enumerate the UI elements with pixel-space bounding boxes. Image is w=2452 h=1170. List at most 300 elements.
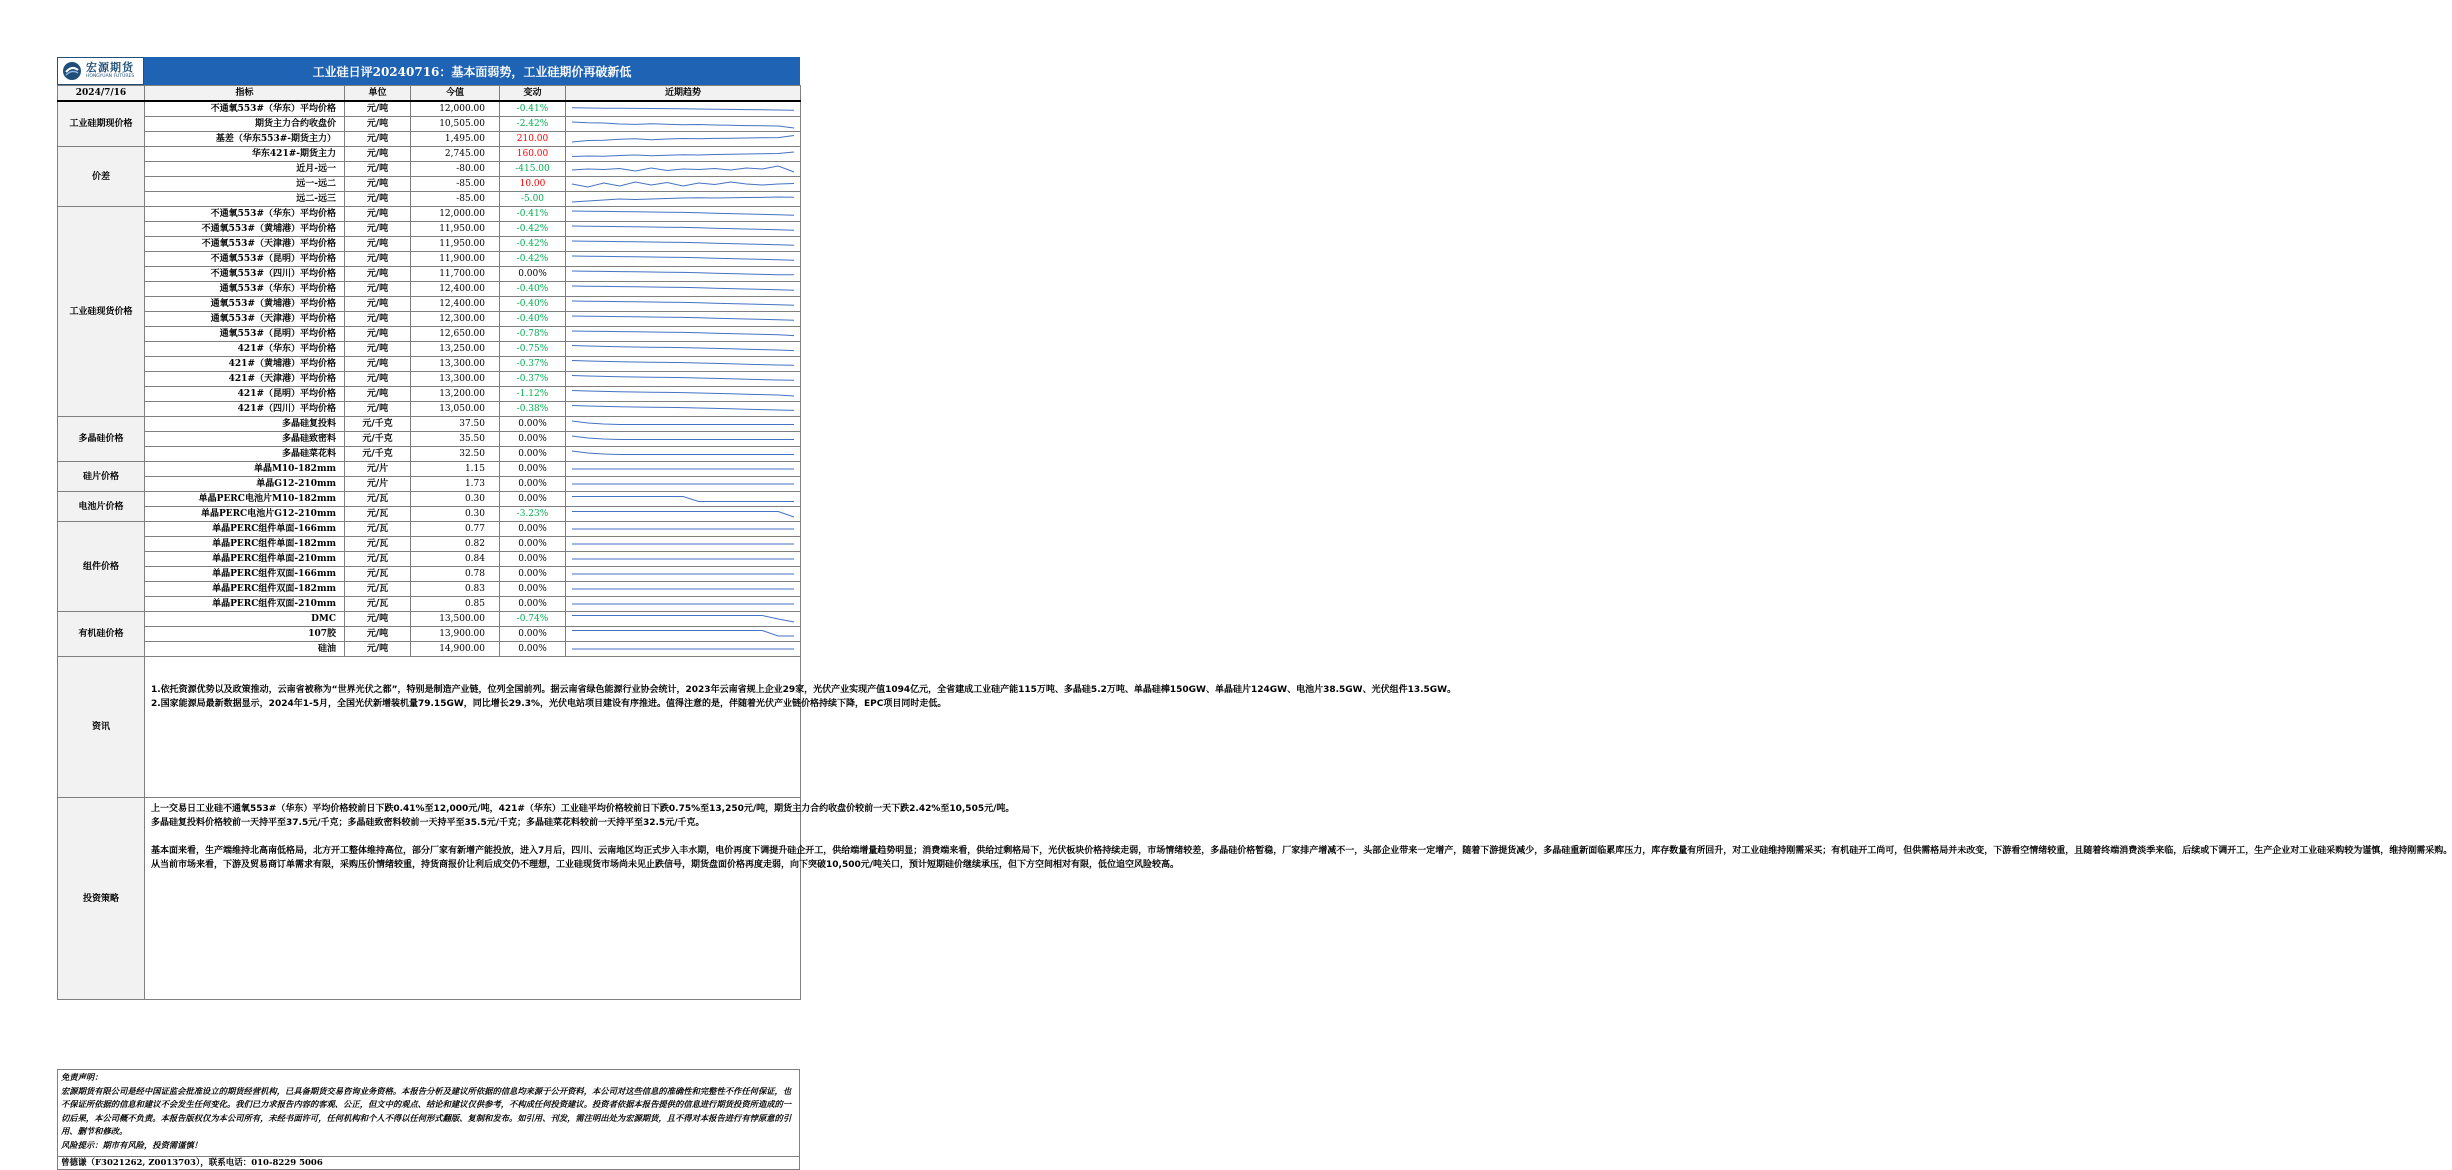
unit-cell: 元/吨 [345, 327, 411, 342]
table-row [58, 297, 801, 312]
indicator-name: 单晶PERC电池片M10-182mm [145, 492, 345, 507]
trend-cell [566, 252, 801, 267]
table-row [58, 327, 801, 342]
change-cell: -0.41% [500, 101, 566, 117]
change-cell: 0.00% [500, 522, 566, 537]
trend-line [572, 166, 794, 172]
logo-text-cn: 宏源期货 [86, 61, 134, 75]
indicator-name: 单晶PERC组件双面-166mm [145, 567, 345, 582]
value-cell: 11,950.00 [411, 237, 500, 252]
strategy-paragraph: 上一交易日工业硅不通氧553#（华东）平均价格较前日下跌0.41%至12,000元/吨，421#（华东）工业硅平均价格较前日下跌0.75%至13,250元/吨，期货主力合约收盘价较前一天下跌2.42%至10,505元/吨。 [151, 804, 1015, 814]
unit-cell: 元/吨 [345, 612, 411, 627]
change-cell: 0.00% [500, 492, 566, 507]
trend-sparkline [566, 477, 800, 491]
value-cell: 37.50 [411, 417, 500, 432]
table-row [58, 192, 801, 207]
indicator-name: 单晶PERC组件单面-210mm [145, 552, 345, 567]
trend-sparkline [566, 117, 800, 131]
trend-cell [566, 492, 801, 507]
unit-cell: 元/千克 [345, 447, 411, 462]
table-row [58, 117, 801, 132]
trend-sparkline [566, 147, 800, 161]
section-label: 有机硅价格 [58, 612, 145, 657]
value-cell: -85.00 [411, 177, 500, 192]
trend-sparkline [566, 492, 800, 506]
change-cell: 160.00 [500, 147, 566, 162]
unit-cell: 元/瓦 [345, 552, 411, 567]
indicator-name: 单晶PERC组件双面-210mm [145, 597, 345, 612]
strategy-paragraph: 从当前市场来看，下游及贸易商订单需求有限，采购压价情绪较重，持货商报价让利后成交仍不理想，工业硅现货市场尚未见止跌信号，期货盘面价格再度走弱，向下突破10,500元/吨关口，预计短期硅价继续承压，但下方空间相对有限，低位追空风险较高。 [151, 860, 1180, 870]
trend-line [572, 301, 794, 305]
indicator-name: 不通氧553#（黄埔港）平均价格 [145, 222, 345, 237]
indicator-name: 硅油 [145, 642, 345, 657]
change-cell: 0.00% [500, 642, 566, 657]
indicator-name: 期货主力合约收盘价 [145, 117, 345, 132]
unit-cell: 元/吨 [345, 192, 411, 207]
unit-cell: 元/片 [345, 477, 411, 492]
indicator-name: 多晶硅致密料 [145, 432, 345, 447]
value-cell: 1,495.00 [411, 132, 500, 147]
trend-sparkline [566, 567, 800, 581]
table-row [58, 567, 801, 582]
unit-cell: 元/吨 [345, 342, 411, 357]
trend-line [572, 241, 794, 245]
change-cell: -0.38% [500, 402, 566, 417]
value-cell: 13,900.00 [411, 627, 500, 642]
table-row [58, 387, 801, 402]
trend-line [572, 152, 794, 157]
change-cell: -3.23% [500, 507, 566, 522]
change-cell: 0.00% [500, 552, 566, 567]
trend-sparkline [566, 432, 800, 446]
change-cell: -0.42% [500, 237, 566, 252]
trend-cell [566, 357, 801, 372]
value-cell: 13,300.00 [411, 372, 500, 387]
trend-sparkline [566, 192, 800, 206]
value-cell: 13,050.00 [411, 402, 500, 417]
trend-line [572, 391, 794, 397]
table-row [58, 267, 801, 282]
change-cell: -0.74% [500, 612, 566, 627]
value-cell: 13,250.00 [411, 342, 500, 357]
table-row [58, 432, 801, 447]
value-cell: 0.84 [411, 552, 500, 567]
trend-sparkline [566, 507, 800, 521]
trend-line [572, 108, 794, 110]
value-cell: 12,300.00 [411, 312, 500, 327]
section-label: 电池片价格 [58, 492, 145, 522]
table-row [58, 252, 801, 267]
trend-cell [566, 552, 801, 567]
trend-cell [566, 372, 801, 387]
indicator-name: 通氧553#（华东）平均价格 [145, 282, 345, 297]
change-cell: -0.37% [500, 372, 566, 387]
indicator-name: 单晶PERC组件单面-182mm [145, 537, 345, 552]
table-row [58, 237, 801, 252]
value-cell: 12,650.00 [411, 327, 500, 342]
unit-cell: 元/吨 [345, 387, 411, 402]
header-unit: 单位 [345, 86, 411, 102]
trend-cell [566, 327, 801, 342]
table-row [58, 132, 801, 147]
unit-cell: 元/吨 [345, 147, 411, 162]
disclaimer [57, 1069, 800, 1157]
unit-cell: 元/吨 [345, 177, 411, 192]
indicator-name: 不通氧553#（四川）平均价格 [145, 267, 345, 282]
unit-cell: 元/吨 [345, 627, 411, 642]
trend-sparkline [566, 207, 800, 221]
trend-sparkline [566, 462, 800, 476]
trend-line [572, 256, 794, 260]
change-cell: 0.00% [500, 567, 566, 582]
indicator-name: DMC [145, 612, 345, 627]
unit-cell: 元/吨 [345, 252, 411, 267]
unit-cell: 元/吨 [345, 132, 411, 147]
trend-sparkline [566, 297, 800, 311]
trend-cell [566, 282, 801, 297]
table-row [58, 627, 801, 642]
value-cell: 0.78 [411, 567, 500, 582]
table-row [58, 462, 801, 477]
company-logo [57, 57, 144, 85]
strategy-paragraph: 基本面来看，生产端维持北高南低格局，北方开工整体维持高位，部分厂家有新增产能投放，进入7月后，四川、云南地区均正式步入丰水期，电价再度下调提升硅企开工，供给端增量趋势明显；消费端来看，供给过剩格局下，光伏板块价格持续走弱，市场情绪较差，多晶硅价格暂稳，厂家排产增减不一，头部企业带来一定增产，随着下游提货减少，多晶硅重新面临累库压力，库存数量有所回升，对工业硅维持刚需采买；有机硅开工尚可，但供需格局并未改变，下游看空情绪较重，且随着终端消费淡季来临，后续或下调开工，生产企业对工业硅采购较为谨慎，维持刚需采购。 [151, 846, 2452, 856]
change-cell: 0.00% [500, 477, 566, 492]
value-cell: 12,400.00 [411, 297, 500, 312]
indicator-name: 不通氧553#（华东）平均价格 [145, 101, 345, 117]
unit-cell: 元/瓦 [345, 597, 411, 612]
trend-sparkline [566, 132, 800, 146]
hongyuan-logo-icon [62, 61, 82, 81]
trend-cell [566, 522, 801, 537]
trend-sparkline [566, 387, 800, 401]
value-cell: 0.83 [411, 582, 500, 597]
indicator-name: 通氧553#（黄埔港）平均价格 [145, 297, 345, 312]
unit-cell: 元/吨 [345, 372, 411, 387]
value-cell: 13,200.00 [411, 387, 500, 402]
trend-cell [566, 101, 801, 117]
trend-cell [566, 177, 801, 192]
unit-cell: 元/吨 [345, 207, 411, 222]
unit-cell: 元/瓦 [345, 582, 411, 597]
change-cell: -0.78% [500, 327, 566, 342]
trend-line [572, 316, 794, 320]
disclaimer-title: 免责声明： [61, 1072, 103, 1082]
trend-sparkline [566, 582, 800, 596]
trend-line [572, 421, 794, 425]
value-cell: 14,900.00 [411, 642, 500, 657]
trend-line [572, 346, 794, 351]
change-cell: 10.00 [500, 177, 566, 192]
section-label: 多晶硅价格 [58, 417, 145, 462]
table-row [58, 417, 801, 432]
value-cell: -85.00 [411, 192, 500, 207]
trend-line [572, 286, 794, 290]
report-title: 工业硅日评20240716：基本面弱势，工业硅期价再破新低 [144, 57, 800, 85]
unit-cell: 元/瓦 [345, 567, 411, 582]
trend-cell [566, 417, 801, 432]
table-row [58, 507, 801, 522]
change-cell: 0.00% [500, 597, 566, 612]
change-cell: 0.00% [500, 417, 566, 432]
header-today: 今值 [411, 86, 500, 102]
trend-line [572, 331, 794, 336]
trend-sparkline [566, 342, 800, 356]
table-row [58, 357, 801, 372]
indicator-name: 421#（四川）平均价格 [145, 402, 345, 417]
indicator-name: 单晶PERC组件双面-182mm [145, 582, 345, 597]
trend-line [572, 436, 794, 440]
section-label: 价差 [58, 147, 145, 207]
trend-line [572, 451, 794, 455]
indicator-name: 通氧553#（昆明）平均价格 [145, 327, 345, 342]
trend-line [572, 406, 794, 411]
indicator-name: 基差（华东553#-期货主力） [145, 132, 345, 147]
table-row [58, 312, 801, 327]
trend-cell [566, 627, 801, 642]
trend-sparkline [566, 447, 800, 461]
unit-cell: 元/千克 [345, 417, 411, 432]
trend-cell [566, 447, 801, 462]
trend-cell [566, 342, 801, 357]
table-row [58, 402, 801, 417]
table-row [58, 372, 801, 387]
table-row [58, 552, 801, 567]
trend-sparkline [566, 642, 800, 656]
trend-cell [566, 267, 801, 282]
section-label: 工业硅现货价格 [58, 207, 145, 417]
trend-line [572, 512, 794, 518]
value-cell: 0.30 [411, 507, 500, 522]
indicator-name: 421#（天津港）平均价格 [145, 372, 345, 387]
news-content [145, 657, 1457, 798]
table-row [58, 582, 801, 597]
header-trend: 近期趋势 [566, 86, 801, 102]
trend-sparkline [566, 162, 800, 176]
change-cell: 0.00% [500, 537, 566, 552]
trend-cell [566, 162, 801, 177]
news-paragraph: 1.依托资源优势以及政策推动，云南省被称为“世界光伏之都”，特别是制造产业链，位列全国前列。据云南省绿色能源行业协会统计，2023年云南省规上企业29家，光伏产业实现产值1094亿元，全省建成工业硅产能115万吨、多晶硅5.2万吨、单晶硅棒150GW、单晶硅片124GW、电池片38.5GW、光伏组件13.5GW。 [151, 685, 1457, 695]
value-cell: 0.77 [411, 522, 500, 537]
change-cell: 210.00 [500, 132, 566, 147]
table-header-row [58, 86, 801, 102]
value-cell: 0.30 [411, 492, 500, 507]
change-cell: 0.00% [500, 447, 566, 462]
indicator-name: 多晶硅菜花料 [145, 447, 345, 462]
logo-text-en: HONGYUAN FUTURES [86, 74, 135, 80]
table-row [58, 101, 801, 117]
change-cell: -0.40% [500, 282, 566, 297]
table-row [58, 612, 801, 627]
trend-sparkline [566, 237, 800, 251]
strategy-row [58, 798, 801, 1000]
unit-cell: 元/吨 [345, 267, 411, 282]
change-cell: -0.40% [500, 297, 566, 312]
value-cell: 11,700.00 [411, 267, 500, 282]
trend-sparkline [566, 612, 800, 626]
risk-warning: 风险提示：期市有风险，投资需谨慎！ [61, 1139, 203, 1150]
trend-line [572, 211, 794, 215]
trend-line [572, 631, 794, 637]
trend-line [572, 376, 794, 381]
change-cell: 0.00% [500, 267, 566, 282]
change-cell: -0.40% [500, 312, 566, 327]
table-row [58, 207, 801, 222]
trend-cell [566, 597, 801, 612]
change-cell: -0.37% [500, 357, 566, 372]
trend-cell [566, 237, 801, 252]
value-cell: -80.00 [411, 162, 500, 177]
report-header [57, 57, 800, 85]
trend-cell [566, 192, 801, 207]
indicator-name: 不通氧553#（昆明）平均价格 [145, 252, 345, 267]
trend-sparkline [566, 372, 800, 386]
trend-sparkline [566, 102, 800, 116]
strategy-paragraph: 多晶硅复投料价格较前一天持平至37.5元/千克；多晶硅致密料较前一天持平至35.5元/千克；多晶硅菜花料较前一天持平至32.5元/千克。 [151, 818, 705, 828]
header-date: 2024/7/16 [58, 86, 145, 102]
table-row [58, 597, 801, 612]
trend-sparkline [566, 597, 800, 611]
value-cell: 1.15 [411, 462, 500, 477]
value-cell: 0.85 [411, 597, 500, 612]
table-row [58, 642, 801, 657]
unit-cell: 元/千克 [345, 432, 411, 447]
value-cell: 11,900.00 [411, 252, 500, 267]
change-cell: -0.42% [500, 252, 566, 267]
trend-cell [566, 387, 801, 402]
unit-cell: 元/吨 [345, 162, 411, 177]
unit-cell: 元/吨 [345, 222, 411, 237]
indicator-name: 单晶PERC电池片G12-210mm [145, 507, 345, 522]
section-label: 工业硅期现价格 [58, 101, 145, 147]
trend-sparkline [566, 417, 800, 431]
trend-sparkline [566, 177, 800, 191]
table-row [58, 177, 801, 192]
trend-sparkline [566, 522, 800, 536]
change-cell: -5.00 [500, 192, 566, 207]
price-table [57, 85, 2452, 1000]
trend-cell [566, 612, 801, 627]
trend-sparkline [566, 252, 800, 266]
change-cell: -415.00 [500, 162, 566, 177]
trend-sparkline [566, 537, 800, 551]
change-cell: -0.42% [500, 222, 566, 237]
value-cell: 32.50 [411, 447, 500, 462]
strategy-label: 投资策略 [58, 798, 145, 1000]
header-indicator: 指标 [145, 86, 345, 102]
strategy-content [145, 798, 2452, 1000]
trend-line [572, 361, 794, 366]
report-page [57, 57, 2452, 1168]
trend-cell [566, 507, 801, 522]
table-row [58, 342, 801, 357]
trend-sparkline [566, 552, 800, 566]
value-cell: 10,505.00 [411, 117, 500, 132]
unit-cell: 元/吨 [345, 282, 411, 297]
trend-cell [566, 402, 801, 417]
table-row [58, 222, 801, 237]
trend-cell [566, 567, 801, 582]
unit-cell: 元/吨 [345, 101, 411, 117]
value-cell: 2,745.00 [411, 147, 500, 162]
value-cell: 12,000.00 [411, 207, 500, 222]
change-cell: 0.00% [500, 462, 566, 477]
indicator-name: 不通氧553#（华东）平均价格 [145, 207, 345, 222]
indicator-name: 华东421#-期货主力 [145, 147, 345, 162]
news-paragraph: 2.国家能源局最新数据显示，2024年1-5月，全国光伏新增装机量79.15GW，同比增长29.3%，光伏电站项目建设有序推进。值得注意的是，伴随着光伏产业链价格持续下降，EPC项目同时走低。 [151, 699, 947, 709]
indicator-name: 多晶硅复投料 [145, 417, 345, 432]
trend-sparkline [566, 312, 800, 326]
news-row [58, 657, 801, 798]
trend-line [572, 136, 794, 143]
table-row [58, 477, 801, 492]
trend-line [572, 271, 794, 275]
table-row [58, 492, 801, 507]
trend-line [572, 226, 794, 230]
value-cell: 11,950.00 [411, 222, 500, 237]
trend-cell [566, 117, 801, 132]
trend-cell [566, 207, 801, 222]
table-row [58, 162, 801, 177]
analyst-contact: 曾德谦（F3021262, Z0013703），联系电话：010-8229 5006 [57, 1157, 800, 1170]
trend-sparkline [566, 357, 800, 371]
indicator-name: 远二-远三 [145, 192, 345, 207]
unit-cell: 元/瓦 [345, 537, 411, 552]
change-cell: -0.75% [500, 342, 566, 357]
indicator-name: 近月-远一 [145, 162, 345, 177]
news-label: 资讯 [58, 657, 145, 798]
unit-cell: 元/吨 [345, 357, 411, 372]
change-cell: 0.00% [500, 627, 566, 642]
trend-sparkline [566, 222, 800, 236]
unit-cell: 元/吨 [345, 312, 411, 327]
indicator-name: 421#（昆明）平均价格 [145, 387, 345, 402]
indicator-name: 单晶M10-182mm [145, 462, 345, 477]
trend-cell [566, 477, 801, 492]
trend-sparkline [566, 327, 800, 341]
unit-cell: 元/吨 [345, 402, 411, 417]
value-cell: 35.50 [411, 432, 500, 447]
unit-cell: 元/瓦 [345, 522, 411, 537]
indicator-name: 单晶PERC组件单面-166mm [145, 522, 345, 537]
disclaimer-body: 宏源期货有限公司是经中国证监会批准设立的期货经营机构，已具备期货交易咨询业务资格。本报告分析及建议所依据的信息均来源于公开资料，本公司对这些信息的准确性和完整性不作任何保证，也不保证所依据的信息和建议不会发生任何变化。我们已力求报告内容的客观、公正，但文中的观点、结论和建议仅供参考，不构成任何投资建议。投资者依据本报告提供的信息进行期货投资所造成的一切后果，本公司概不负责。本报告版权仅为本公司所有，未经书面许可，任何机构和个人不得以任何形式翻版、复制和发布。如引用、刊发，需注明出处为宏源期货，且不得对本报告进行有悖原意的引用、删节和修改。 [61, 1085, 792, 1136]
trend-cell [566, 642, 801, 657]
value-cell: 13,300.00 [411, 357, 500, 372]
unit-cell: 元/瓦 [345, 507, 411, 522]
trend-cell [566, 222, 801, 237]
trend-sparkline [566, 627, 800, 641]
unit-cell: 元/吨 [345, 642, 411, 657]
unit-cell: 元/吨 [345, 117, 411, 132]
unit-cell: 元/吨 [345, 297, 411, 312]
indicator-name: 不通氧553#（天津港）平均价格 [145, 237, 345, 252]
change-cell: 0.00% [500, 432, 566, 447]
unit-cell: 元/吨 [345, 237, 411, 252]
trend-cell [566, 312, 801, 327]
header-change: 变动 [500, 86, 566, 102]
change-cell: -1.12% [500, 387, 566, 402]
indicator-name: 单晶G12-210mm [145, 477, 345, 492]
indicator-name: 107胶 [145, 627, 345, 642]
table-row [58, 282, 801, 297]
indicator-name: 远一-远二 [145, 177, 345, 192]
change-cell: -2.42% [500, 117, 566, 132]
trend-line [572, 616, 794, 623]
trend-cell [566, 537, 801, 552]
trend-cell [566, 462, 801, 477]
trend-line [572, 122, 794, 128]
trend-sparkline [566, 402, 800, 416]
table-row [58, 147, 801, 162]
